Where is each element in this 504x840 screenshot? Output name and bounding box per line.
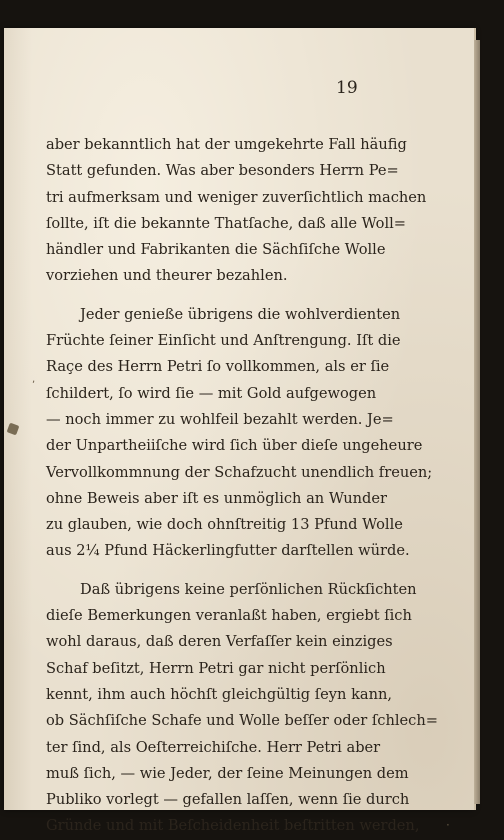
text-line: ſchildert, ſo wird ſie — mit Gold aufgewogen [46, 384, 377, 402]
text-line: vorziehen und theurer bezahlen. [46, 267, 288, 285]
margin-mark: , [32, 374, 36, 385]
page-text [46, 132, 438, 840]
text-line: aber bekanntlich hat der umgekehrte Fall häufig [46, 136, 407, 153]
text-line: Früchte ſeiner Einſicht und Anſtrengung. Iſt die [46, 332, 401, 350]
text-line: Jeder genieße übrigens die wohlverdienten [80, 305, 401, 323]
bottom-edge-mark: · [446, 818, 450, 832]
text-line: tri aufmerksam und weniger zuverſichtlich machen [46, 188, 427, 206]
paragraph-1 [46, 132, 427, 290]
text-line: Statt gefunden. Was aber besonders Herrn Pe= [46, 162, 399, 180]
page-edge [474, 40, 480, 804]
text-line: kennt, ihm auch höchſt gleichgültig ſeyn kann, [46, 685, 393, 703]
text-line: der Unpartheiiſche wird ſich über dieſe ungeheure [46, 437, 423, 455]
text-line: muß ſich, — wie Jeder, der ſeine Meinungen dem [46, 764, 409, 782]
text-line: ohne Beweis aber iſt es unmöglich an Wunder [46, 489, 387, 507]
text-line: wohl daraus, daß deren Verfaſſer kein einziges [46, 633, 393, 651]
page-number: 19 [336, 78, 358, 98]
text-line: dieſe Bemerkungen veranlaßt haben, ergiebt ſich [46, 607, 412, 625]
text-line: Raçe des Herrn Petri ſo vollkommen, als er ſie [46, 358, 390, 376]
paragraph-2 [46, 302, 433, 565]
text-line: zu glauben, wie doch ohnſtreitig 13 Pfund Wolle [46, 516, 403, 534]
text-line: händler und Fabrikanten die Sächſiſche Wolle [46, 241, 386, 259]
text-line: Daß übrigens keine perſönlichen Rückſichten [80, 580, 417, 598]
text-line: Vervollkommnung der Schafzucht unendlich freuen; [46, 463, 433, 481]
paragraph-3 [46, 577, 438, 840]
text-line: ter ſind, als Oeſterreichiſche. Herr Petri aber [46, 738, 381, 756]
text-line: Schaf beſitzt, Herrn Petri gar nicht perſönlich [46, 659, 386, 677]
text-line: aus 2¼ Pfund Häckerlingfutter darſtellen würde. [46, 542, 410, 560]
text-line: Publiko vorlegt — gefallen laſſen, wenn ſie durch [46, 791, 410, 809]
text-line: ob Sächſiſche Schafe und Wolle beſſer oder ſchlech= [46, 712, 438, 730]
text-line: ſollte, iſt die bekannte Thatſache, daß alle Woll= [46, 214, 407, 232]
text-line: — noch immer zu wohlfeil bezahlt werden. Je= [46, 410, 394, 428]
text-line: Gründe und mit Beſcheidenheit beſtritten werden, [46, 817, 420, 835]
